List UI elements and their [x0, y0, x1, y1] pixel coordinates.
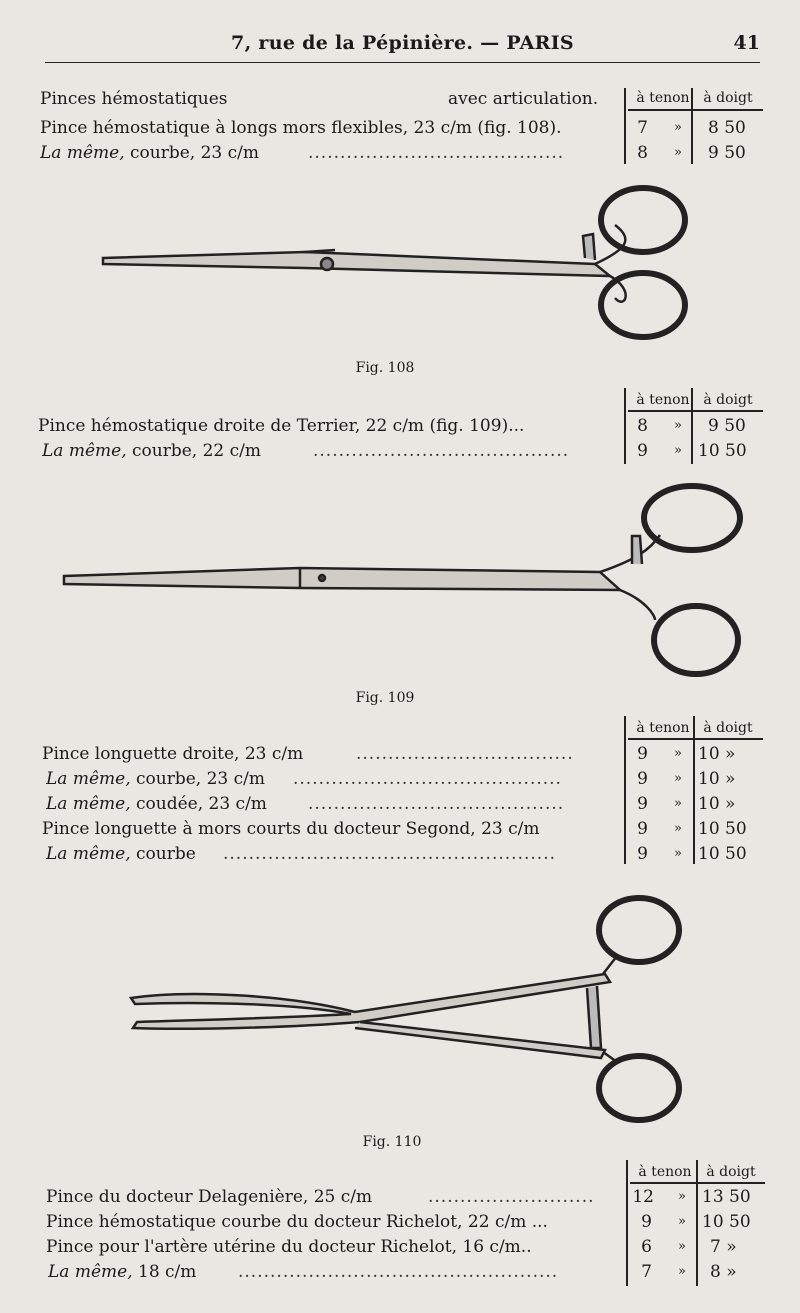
row-extra: avec articulation. — [448, 89, 599, 109]
price-doigt: 10 » — [698, 769, 736, 789]
price-doigt: 9 50 — [708, 143, 746, 163]
row-description: Pinces hémostatiques — [40, 89, 228, 109]
dot-leader: .......................... — [428, 1187, 595, 1207]
price-doigt: 8 » — [710, 1262, 737, 1282]
price-tenon: 9 — [641, 1212, 652, 1232]
table-row — [38, 767, 768, 791]
dot-leader: .......................................... — [293, 769, 562, 789]
price-doigt: 10 50 — [698, 819, 747, 839]
ditto-mark: » — [678, 1239, 686, 1254]
table-row — [38, 1185, 768, 1209]
table-row — [38, 87, 768, 111]
price-tenon: 9 — [637, 441, 648, 461]
ditto-mark: » — [674, 145, 682, 160]
terrier-forceps-illustration — [60, 480, 750, 680]
price-doigt: 8 50 — [708, 118, 746, 138]
price-doigt: 10 50 — [698, 844, 747, 864]
figure-caption: Fig. 110 — [362, 1134, 422, 1150]
curved-forceps-illustration — [125, 890, 695, 1125]
price-doigt: 7 » — [710, 1237, 737, 1257]
row-description: Pince longuette à mors courts du docteur Segond, 23 c/m — [42, 819, 540, 839]
row-italic: La même, — [46, 794, 131, 814]
row-description: Pince hémostatique à longs mors flexibles, 23 c/m (fig. 108). — [40, 118, 562, 138]
figure-caption: Fig. 109 — [355, 690, 415, 706]
col-header-doigt: à doigt — [703, 90, 753, 106]
table-row — [38, 141, 768, 165]
ditto-mark: » — [674, 796, 682, 811]
price-tenon: 8 — [637, 416, 648, 436]
row-description: coudée, 23 c/m — [130, 794, 267, 814]
ditto-mark: » — [674, 821, 682, 836]
dot-leader: ........................................ — [308, 794, 565, 814]
price-table-2 — [38, 388, 768, 468]
figure-caption: Fig. 108 — [355, 360, 415, 376]
header-rule — [628, 410, 763, 412]
table-row — [38, 414, 768, 438]
price-tenon: 7 — [641, 1262, 652, 1282]
price-table-1 — [38, 88, 768, 168]
ditto-mark: » — [674, 443, 682, 458]
row-description: courbe, 23 c/m — [130, 769, 265, 789]
table-row — [38, 1210, 768, 1234]
row-description: courbe, 22 c/m — [126, 441, 261, 461]
row-italic: La même, — [46, 844, 131, 864]
price-table-4 — [38, 1160, 768, 1290]
ditto-mark: » — [678, 1264, 686, 1279]
price-tenon: 9 — [637, 819, 648, 839]
page-title: 7, rue de la Pépinière. — PARIS — [231, 32, 574, 54]
table-row — [38, 1235, 768, 1259]
row-italic: La même, — [46, 769, 131, 789]
row-description: Pince hémostatique courbe du docteur Richelot, 22 c/m ... — [46, 1212, 548, 1232]
header-rule — [628, 738, 763, 740]
header-rule — [630, 1182, 765, 1184]
dot-leader: .................................................... — [223, 844, 556, 864]
price-doigt: 13 50 — [702, 1187, 751, 1207]
row-italic: La même, — [40, 143, 125, 163]
hemostatic-forceps-illustration — [95, 180, 705, 350]
row-description: courbe, 23 c/m — [124, 143, 259, 163]
col-header-doigt: à doigt — [703, 392, 753, 408]
row-description: Pince longuette droite, 23 c/m — [42, 744, 304, 764]
page-number: 41 — [733, 32, 760, 54]
price-doigt: 10 » — [698, 794, 736, 814]
price-doigt: 10 50 — [702, 1212, 751, 1232]
price-tenon: 9 — [637, 769, 648, 789]
dot-leader: ........................................ — [313, 441, 570, 461]
price-doigt: 9 50 — [708, 416, 746, 436]
price-tenon: 7 — [637, 118, 648, 138]
dot-leader: .................................. — [356, 744, 574, 764]
row-description: Pince du docteur Delagenière, 25 c/m — [46, 1187, 373, 1207]
table-row — [38, 439, 768, 463]
price-tenon: 12 — [632, 1187, 654, 1207]
ditto-mark: » — [674, 120, 682, 135]
table-row — [38, 817, 768, 841]
page-header — [45, 30, 760, 63]
row-italic: La même, — [48, 1262, 133, 1282]
ditto-mark: » — [678, 1214, 686, 1229]
col-header-doigt: à doigt — [703, 720, 753, 736]
price-tenon: 9 — [637, 844, 648, 864]
row-description: 18 c/m — [132, 1262, 197, 1282]
col-header-doigt: à doigt — [706, 1164, 756, 1180]
ditto-mark: » — [674, 746, 682, 761]
col-header-tenon: à tenon — [638, 1164, 692, 1180]
price-tenon: 6 — [641, 1237, 652, 1257]
col-header-tenon: à tenon — [636, 90, 690, 106]
ditto-mark: » — [678, 1189, 686, 1204]
col-header-tenon: à tenon — [636, 720, 690, 736]
price-tenon: 9 — [637, 794, 648, 814]
dot-leader: .................................................. — [238, 1262, 559, 1282]
table-row — [38, 792, 768, 816]
row-description: courbe — [130, 844, 196, 864]
ditto-mark: » — [674, 846, 682, 861]
table-row — [38, 1260, 768, 1284]
ditto-mark: » — [674, 771, 682, 786]
price-doigt: 10 50 — [698, 441, 747, 461]
ditto-mark: » — [674, 418, 682, 433]
table-row — [38, 742, 768, 766]
table-row — [38, 842, 768, 866]
price-tenon: 8 — [637, 143, 648, 163]
table-row — [38, 116, 768, 140]
price-table-3 — [38, 716, 768, 866]
row-italic: La même, — [42, 441, 127, 461]
row-description: Pince hémostatique droite de Terrier, 22 c/m (fig. 109)... — [38, 416, 525, 436]
col-header-tenon: à tenon — [636, 392, 690, 408]
row-description: Pince pour l'artère utérine du docteur Richelot, 16 c/m.. — [46, 1237, 532, 1257]
dot-leader: ........................................ — [308, 143, 565, 163]
price-tenon: 9 — [637, 744, 648, 764]
price-doigt: 10 » — [698, 744, 736, 764]
